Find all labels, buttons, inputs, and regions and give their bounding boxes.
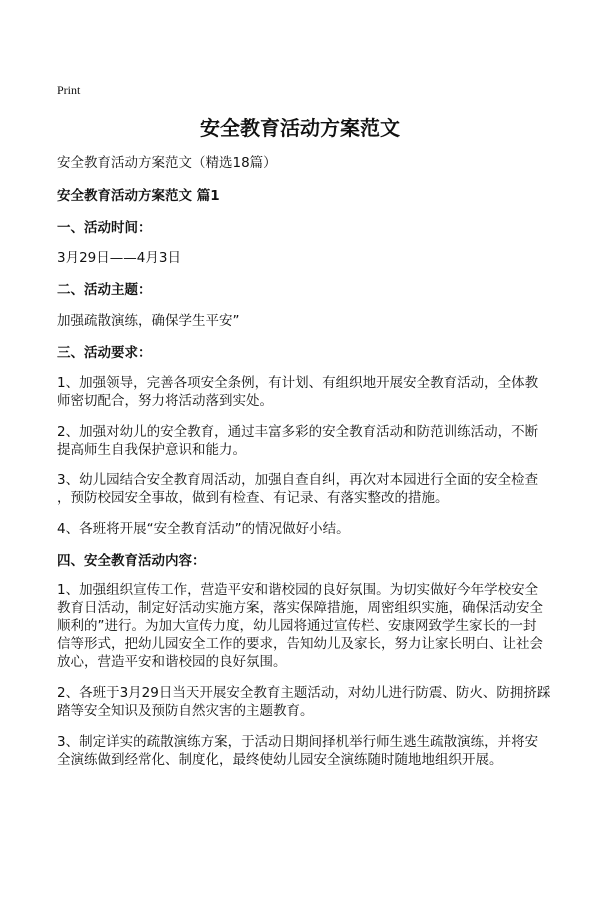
paragraph-line: 教育日活动，制定好活动实施方案，落实保障措施，周密组织实施，确保活动安全 bbox=[57, 600, 543, 616]
paragraph-line: 2、各班于3月29日当天开展安全教育主题活动，对幼儿进行防震、防火、防拥挤踩 bbox=[57, 685, 551, 701]
paragraph-line: 1、加强领导，完善各项安全条例，有计划、有组织地开展安全教育活动，全体教 bbox=[57, 375, 539, 391]
document-subtitle: 安全教育活动方案范文（精选18篇） bbox=[57, 155, 277, 171]
paragraph-line: 踏等安全知识及预防自然灾害的主题教育。 bbox=[57, 703, 314, 719]
paragraph-requirement-1 bbox=[57, 374, 538, 410]
paragraph-line: 加强疏散演练，确保学生平安” bbox=[57, 313, 240, 329]
paragraph-line: 放心，营造平安和谐校园的良好氛围。 bbox=[57, 654, 287, 670]
paragraph-line: 信等形式，把幼儿园安全工作的要求，告知幼儿及家长，努力让家长明白、让社会 bbox=[57, 636, 543, 652]
section-heading-time: 一、活动时间： bbox=[57, 220, 152, 236]
paragraph-line: 2、加强对幼儿的安全教育，通过丰富多彩的安全教育活动和防范训练活动，不断 bbox=[57, 424, 539, 440]
section-heading-content: 四、安全教育活动内容： bbox=[57, 553, 206, 569]
document-title: 安全教育活动方案范文 bbox=[200, 116, 400, 140]
paragraph-requirement-3 bbox=[57, 471, 538, 507]
paragraph-line: 1、加强组织宣传工作，营造平安和谐校园的良好氛围。为切实做好今年学校安全 bbox=[57, 582, 539, 598]
paragraph-content-1 bbox=[57, 581, 543, 671]
paragraph-content-3 bbox=[57, 733, 538, 769]
paragraph-line: 师密切配合，努力将活动落到实处。 bbox=[57, 393, 273, 409]
paragraph-requirement-2 bbox=[57, 423, 538, 459]
paragraph-line: 全演练做到经常化、制度化，最终使幼儿园安全演练随时随地地组织开展。 bbox=[57, 752, 503, 768]
paragraph-time bbox=[57, 249, 181, 267]
paragraph-line: 3、幼儿园结合安全教育周活动，加强自查自纠，再次对本园进行全面的安全检查 bbox=[57, 472, 539, 488]
paragraph-line: 3月29日——4月3日 bbox=[57, 250, 181, 266]
print-label: Print bbox=[57, 83, 81, 97]
paragraph-line: 顺利的”进行。为加大宣传力度，幼儿园将通过宣传栏、安康网致学生家长的一封 bbox=[57, 618, 537, 634]
paragraph-line: 4、各班将开展“安全教育活动”的情况做好小结。 bbox=[57, 521, 350, 537]
section-heading-theme: 二、活动主题： bbox=[57, 282, 152, 298]
paragraph-line: 提高师生自我保护意识和能力。 bbox=[57, 442, 246, 458]
paragraph-requirement-4 bbox=[57, 520, 350, 538]
paragraph-content-2 bbox=[57, 684, 550, 720]
paragraph-line: ，预防校园安全事故，做到有检查、有记录、有落实整改的措施。 bbox=[57, 490, 449, 506]
paragraph-line: 3、制定详实的疏散演练方案，于活动日期间择机举行师生逃生疏散演练，并将安 bbox=[57, 734, 539, 750]
paragraph-theme bbox=[57, 312, 240, 330]
section-heading-requirements: 三、活动要求： bbox=[57, 345, 152, 361]
article-heading: 安全教育活动方案范文 篇1 bbox=[57, 188, 220, 204]
